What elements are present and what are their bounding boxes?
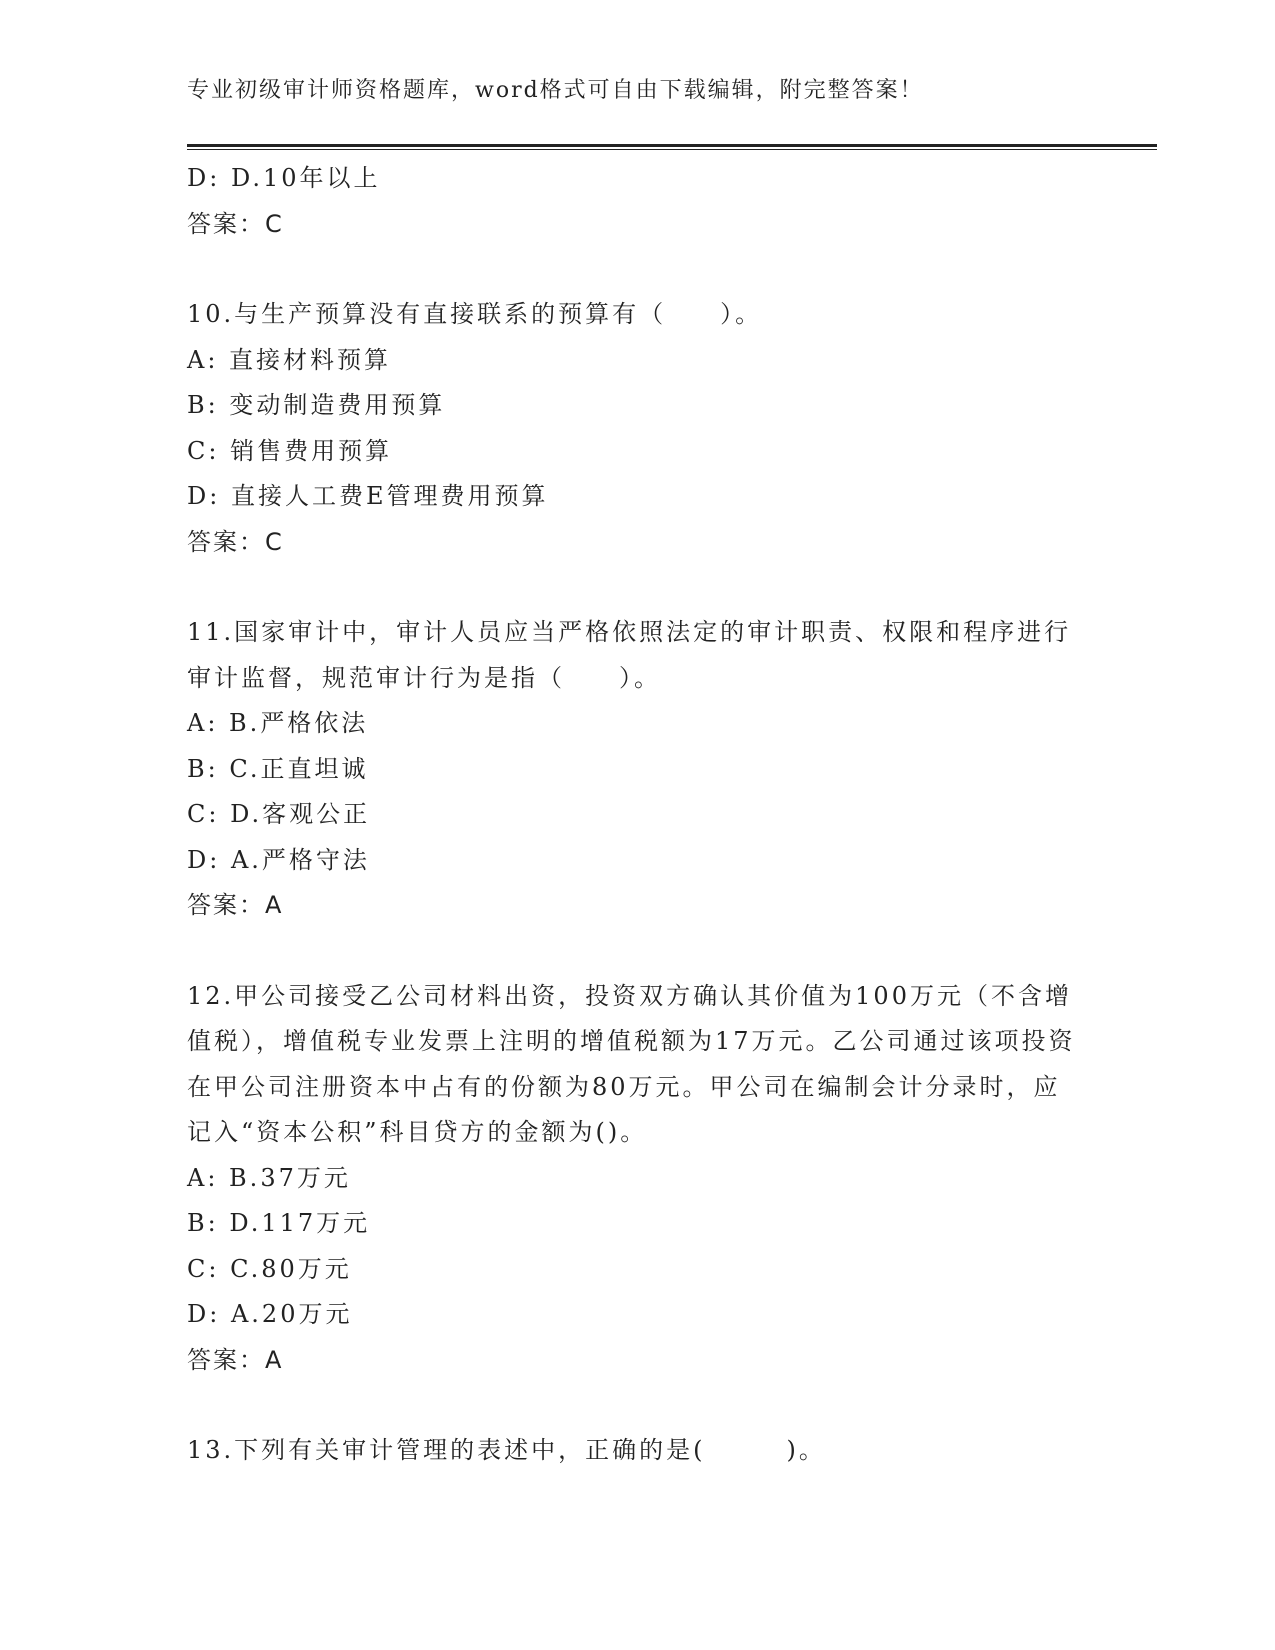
question-10 xyxy=(187,292,1087,565)
question-12 xyxy=(187,974,1087,1384)
answer: 答案：C xyxy=(187,209,284,238)
question-stem: 13.下列有关审计管理的表述中，正确的是( )。 xyxy=(187,1436,826,1464)
question-11 xyxy=(187,610,1087,929)
option-c: C: D.客观公正 xyxy=(187,800,371,828)
page-header-text: 专业初级审计师资格题库，word格式可自由下载编辑，附完整答案！ xyxy=(187,78,924,103)
option-a: A: B.严格依法 xyxy=(187,709,369,737)
document-body xyxy=(187,156,1087,1474)
option-c: C: 销售费用预算 xyxy=(187,436,393,465)
option-d: D: 直接人工费E管理费用预算 xyxy=(187,482,549,510)
question-stem: 11.国家审计中，审计人员应当严格依照法定的审计职责、权限和程序进行审计监督，规范审计行为是指（ ）。 xyxy=(187,618,1072,692)
option-b: B: 变动制造费用预算 xyxy=(187,391,446,419)
option-d: D: A.20万元 xyxy=(187,1300,353,1328)
option-c: C: C.80万元 xyxy=(187,1254,352,1283)
question-stem: 10.与生产预算没有直接联系的预算有（ ）。 xyxy=(187,300,763,328)
option-a: A: B.37万元 xyxy=(187,1163,351,1192)
question-13 xyxy=(187,1428,1087,1474)
answer: 答案：A xyxy=(187,1345,284,1374)
previous-question-tail xyxy=(187,156,1087,247)
option-d: D: A.严格守法 xyxy=(187,845,370,874)
answer: 答案：A xyxy=(187,891,284,919)
question-stem: 12.甲公司接受乙公司材料出资，投资双方确认其价值为100万元（不含增值税），增值税专业发票上注明的增值税额为17万元。乙公司通过该项投资在甲公司注册资本中占有的份额为80万元。甲公司在编制会计分录时，应记入“资本公积”科目贷方的金额为()。 xyxy=(187,981,1076,1146)
option-a: A: 直接材料预算 xyxy=(187,345,392,374)
header-divider xyxy=(187,144,1157,150)
option-b: B: D.117万元 xyxy=(187,1209,371,1237)
option-d: D: D.10年以上 xyxy=(187,164,381,192)
answer: 答案：C xyxy=(187,527,284,556)
option-b: B: C.正直坦诚 xyxy=(187,754,369,783)
